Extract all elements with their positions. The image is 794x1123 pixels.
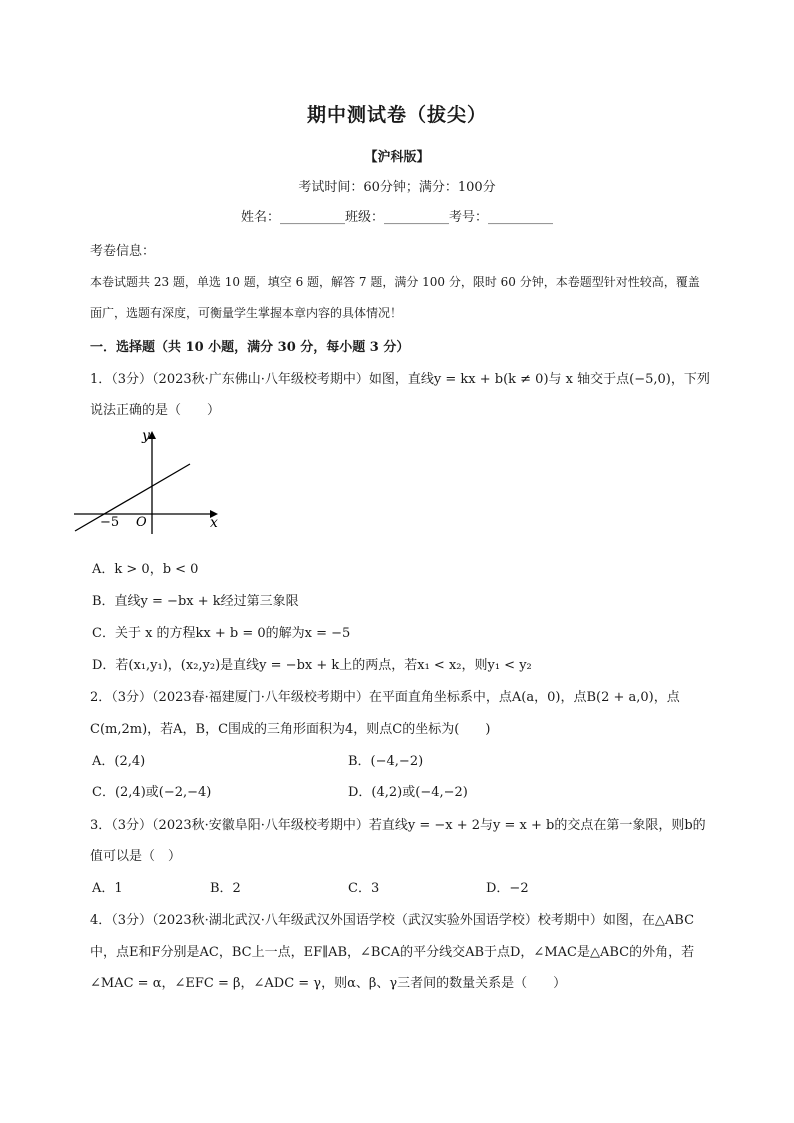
edition-label: 【沪科版】 [364,150,430,165]
q1-option-b: B．直线y = −bx + k经过第三象限 [92,594,299,609]
q2-line-2: C(m,2m)，若A，B，C围成的三角形面积为4，则点C的坐标为( ) [90,722,491,737]
q2-option-b: B．(−4,−2) [348,754,424,769]
q1-option-d: D．若(x₁,y₁)，(x₂,y₂)是直线y = −bx + k上的两点，若x₁ < x₂，则y₁ < y₂ [92,658,532,673]
x-axis-label: x [210,515,218,531]
q2-option-c: C．(2,4)或(−2,−4) [92,785,212,800]
q2-option-a: A．(2,4) [92,754,146,769]
q3-line-1: 3．（3分）（2023秋·安徽阜阳·八年级校考期中）若直线y = −x + 2与y = x + b的交点在第一象限，则b的 [90,818,706,833]
section-heading: 一．选择题（共 10 小题，满分 30 分，每小题 3 分） [90,340,410,355]
y-axis-label: y [142,428,150,444]
q1-option-a: A．k > 0，b < 0 [92,562,199,577]
q4-line-2: 中，点E和F分别是AC，BC上一点，EF∥AB，∠BCA的平分线交AB于点D，∠MAC是△ABC的外角，若 [90,945,695,960]
function-line [75,464,190,531]
q1-line-1: 1．（3分）（2023秋·广东佛山·八年级校考期中）如图，直线y = kx + b(k ≠ 0)与 x 轴交于点(−5,0)，下列 [90,372,710,387]
notice-line-1: 本卷试题共 23 题，单选 10 题，填空 6 题，解答 7 题，满分 100 分，限时 60 分钟，本卷题型针对性较高，覆盖 [90,275,700,289]
q4-line-3: ∠MAC = α，∠EFC = β，∠ADC = γ，则α、β、γ三者间的数量关系是（ ） [90,976,567,991]
page-title: 期中测试卷（拔尖） [306,104,487,126]
name-row: 姓名：__________班级：__________考号：__________ [240,210,553,225]
q1-line-2: 说法正确的是（ ） [90,403,221,418]
q3-line-2: 值可以是（ ） [90,849,182,864]
notice-label: 考卷信息： [90,244,156,259]
exam-info: 考试时间：60分钟；满分：100分 [298,180,496,195]
origin-label: O [136,515,147,530]
q2-option-d: D．(4,2)或(−4,−2) [348,785,468,800]
q1-option-c: C．关于 x 的方程kx + b = 0的解为x = −5 [92,626,351,641]
intercept-label: −5 [100,515,120,530]
q3-option-c: C．3 [348,881,380,896]
q3-option-a: A．1 [92,881,123,896]
notice-line-2: 面广，选题有深度，可衡量学生掌握本章内容的具体情况！ [90,306,403,320]
q3-option-d: D．−2 [486,881,529,896]
q1-graph-figure [70,428,225,538]
q3-option-b: B．2 [210,881,241,896]
q2-line-1: 2．（3分）（2023春·福建厦门·八年级校考期中）在平面直角坐标系中，点A(a，0)，点B(2 + a,0)，点 [90,690,680,705]
q4-line-1: 4．（3分）（2023秋·湖北武汉·八年级武汉外国语学校（武汉实验外国语学校）校考期中）如图，在△ABC [90,913,695,928]
